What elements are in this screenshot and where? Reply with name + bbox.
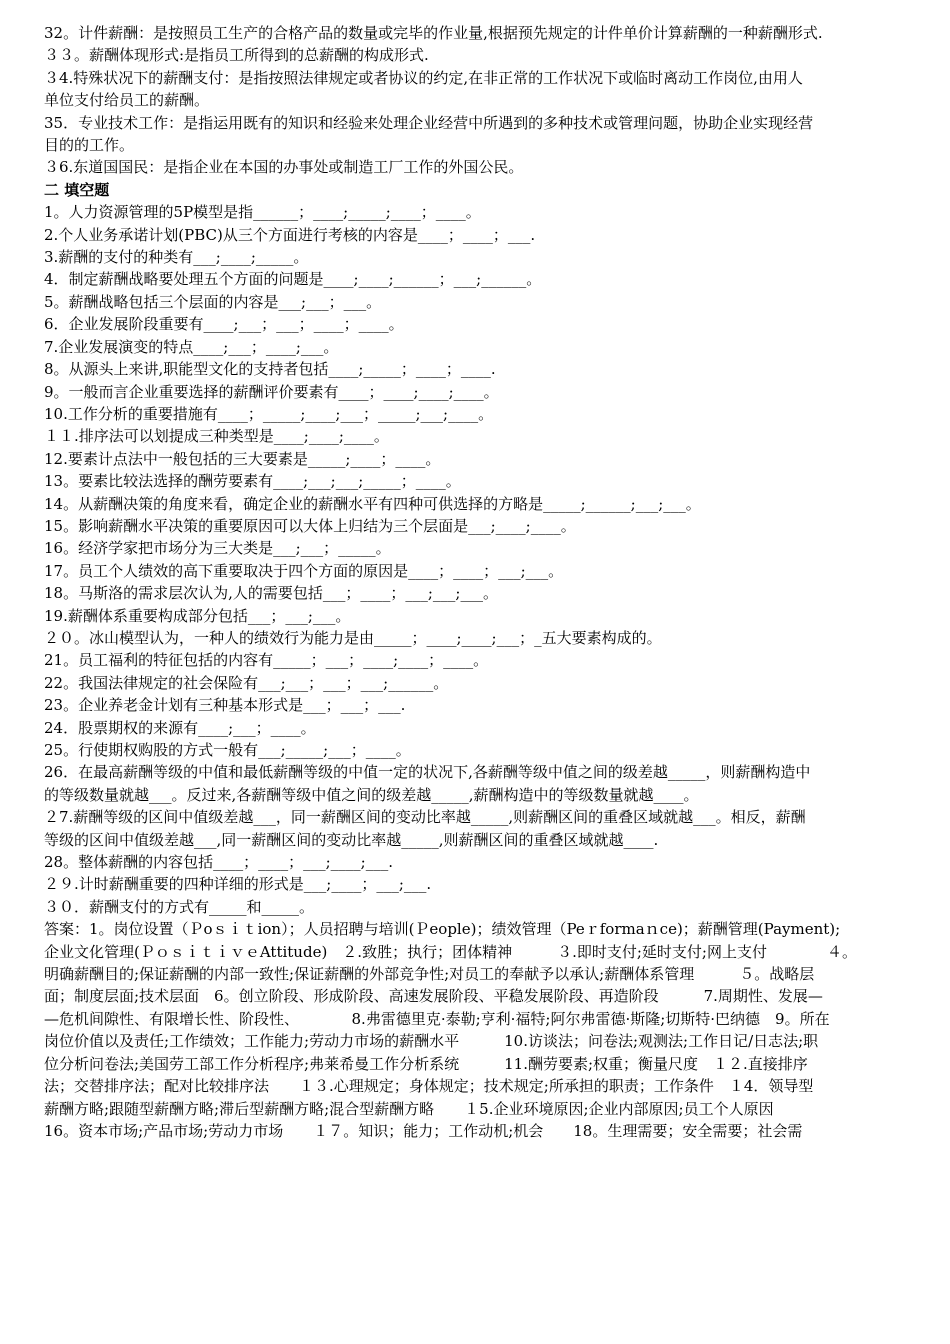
answer-line: 答案：1。岗位设置（Ｐoｓｉｔion）；人员招聘与培训(Ｐeople)；绩效管理（Peｒformaｎce)；薪酬管理(Payment); — [44, 920, 841, 939]
document-page — [44, 22, 906, 1142]
question-line: 12.要素计点法中一般包括的三大要素是_____;____；____。 — [44, 449, 441, 468]
text-line: 35．专业技术工作：是指运用既有的知识和经验来处理企业经营中所遇到的多种技术或管理问题，协助企业实现经营 — [44, 113, 814, 132]
question-line: 22。我国法律规定的社会保险有___;___；___；___;______。 — [44, 673, 449, 692]
question-line: 8。从源头上来讲,职能型文化的支持者包括____;_____；____；____. — [44, 360, 496, 379]
text-line: ３6.东道国国民：是指企业在本国的办事处或制造工厂工作的外国公民。 — [44, 158, 524, 177]
answer-line: 岗位价值以及责任;工作绩效；工作能力;劳动力市场的薪酬水平 10.访谈法；问卷法;观测法;工作日记/日志法;职 — [44, 1032, 819, 1051]
question-line: 25。行使期权购股的方式一般有___;_____;___；____。 — [44, 741, 411, 759]
text-line: ３4.特殊状况下的薪酬支付：是指按照法律规定或者协议的约定,在非正常的工作状况下或临时离动工作岗位,由用人 — [44, 68, 803, 87]
answer-line: 位分析问卷法;美国劳工部工作分析程序;弗莱希曼工作分析系统 11.酬劳要素;权重；衡量尺度 １２.直接排序 — [44, 1054, 808, 1073]
question-line: 16。经济学家把市场分为三大类是___;___；_____。 — [44, 539, 391, 558]
answer-line: 企业文化管理(ＰｏｓｉｔｉｖｅAttitude) ２.致胜；执行；团体精神 ３.即时支付;延时支付;网上支付 ４。 — [44, 942, 857, 961]
text-line: 32。计件薪酬：是按照员工生产的合格产品的数量或完毕的作业量,根据预先规定的计件单价计算薪酬的一种薪酬形式. — [44, 24, 823, 42]
question-line: ２7.薪酬等级的区间中值级差越___，同一薪酬区间的变动比率越_____,则薪酬区间的重叠区域就越___。相反，薪酬 — [44, 808, 806, 827]
question-line: 17。员工个人绩效的高下重要取决于四个方面的原因是____；____；___;___。 — [44, 561, 564, 580]
answer-line: 法；交替排序法；配对比较排序法 １３.心理规定；身体规定；技术规定;所承担的职责；工作条件 １4．领导型 — [44, 1077, 814, 1096]
question-line: 13。要素比较法选择的酬劳要素有____;___;___;_____；____。 — [44, 472, 461, 491]
question-line: 28。整体薪酬的内容包括____；____；___;____;___. — [44, 853, 393, 872]
question-line: 4．制定薪酬战略要处理五个方面的问题是____;____;______；___;______。 — [44, 270, 542, 289]
question-line: 24．股票期权的来源有____;___；____。 — [44, 718, 316, 737]
text-line: ３３。薪酬体现形式:是指员工所得到的总薪酬的构成形式. — [44, 46, 429, 65]
question-line: 10.工作分析的重要措施有____；_____;____;___；_____;___;____。 — [44, 404, 494, 423]
question-line: 7.企业发展演变的特点____;___；____;___。 — [44, 337, 339, 356]
question-line: 3.薪酬的支付的种类有___;____;_____。 — [44, 248, 309, 267]
question-line: 5。薪酬战略包括三个层面的内容是___;___；___。 — [44, 292, 382, 311]
question-line: 15。影响薪酬水平决策的重要原因可以大体上归结为三个层面是___;____;____。 — [44, 516, 576, 535]
question-line: 18。马斯洛的需求层次认为,人的需要包括___；____；___;___;___。 — [44, 584, 498, 603]
question-line: 19.薪酬体系重要构成部分包括___；___;___。 — [44, 606, 351, 625]
question-line: 1。人力资源管理的5P模型是指______；____;_____;____；____。 — [44, 203, 481, 222]
answer-line: 面；制度层面;技术层面 6。创立阶段、形成阶段、高速发展阶段、平稳发展阶段、再造阶段 7.周期性、发展— — [44, 987, 823, 1006]
answer-line: 明确薪酬目的;保证薪酬的内部一致性;保证薪酬的外部竞争性;对员工的奉献予以承认;薪酬体系管理 ５。战略层 — [44, 965, 815, 984]
question-line: ２０。冰山模型认为，一种人的绩效行为能力是由_____；____;____;___；_五大要素构成的。 — [44, 628, 662, 647]
question-line: 等级的区间中值级差越___,同一薪酬区间的变动比率越_____,则薪酬区间的重叠区域就越____. — [44, 830, 659, 849]
question-line: 2.个人业务承诺计划(PBC)从三个方面进行考核的内容是____；____；___. — [44, 225, 536, 244]
answer-line: —危机间隙性、有限增长性、阶段性、 8.弗雷德里克·泰勒;亨利·福特;阿尔弗雷德·斯隆;切斯特·巴纳德 9。所在 — [44, 1009, 830, 1028]
answer-line: 薪酬方略;跟随型薪酬方略;滞后型薪酬方略;混合型薪酬方略 １5.企业环境原因;企业内部原因;员工个人原因 — [44, 1099, 774, 1118]
question-line: 26．在最高薪酬等级的中值和最低薪酬等级的中值一定的状况下,各薪酬等级中值之间的级差越_____，则薪酬构造中 — [44, 763, 811, 782]
section-heading: 二 填空题 — [44, 180, 110, 199]
question-line: ２９.计时薪酬重要的四种详细的形式是___;____；___;___. — [44, 875, 432, 894]
question-line: 9。一般而言企业重要选择的薪酬评价要素有____；____;____;____。 — [44, 382, 499, 401]
text-line: 目的的工作。 — [44, 136, 135, 155]
question-line: ３０．薪酬支付的方式有_____和_____。 — [44, 897, 315, 916]
question-line: 21。员工福利的特征包括的内容有_____；___；____;____；____。 — [44, 651, 489, 670]
question-line: 6．企业发展阶段重要有____;___；___；____；____。 — [44, 315, 404, 334]
question-line: １１.排序法可以划提成三种类型是____;____;____。 — [44, 427, 389, 446]
question-line: 14。从薪酬决策的角度来看，确定企业的薪酬水平有四种可供选择的方略是_____;______;___;___。 — [44, 494, 701, 513]
question-line: 23。企业养老金计划有三种基本形式是___；___；___. — [44, 696, 406, 715]
answer-line: 16。资本市场;产品市场;劳动力市场 １７。知识；能力；工作动机;机会 18。生理需要；安全需要；社会需 — [44, 1121, 803, 1140]
text-line: 单位支付给员工的薪酬。 — [44, 91, 210, 110]
question-line: 的等级数量就越___。反过来,各薪酬等级中值之间的级差越_____,薪酬构造中的等级数量就越____。 — [44, 785, 699, 804]
